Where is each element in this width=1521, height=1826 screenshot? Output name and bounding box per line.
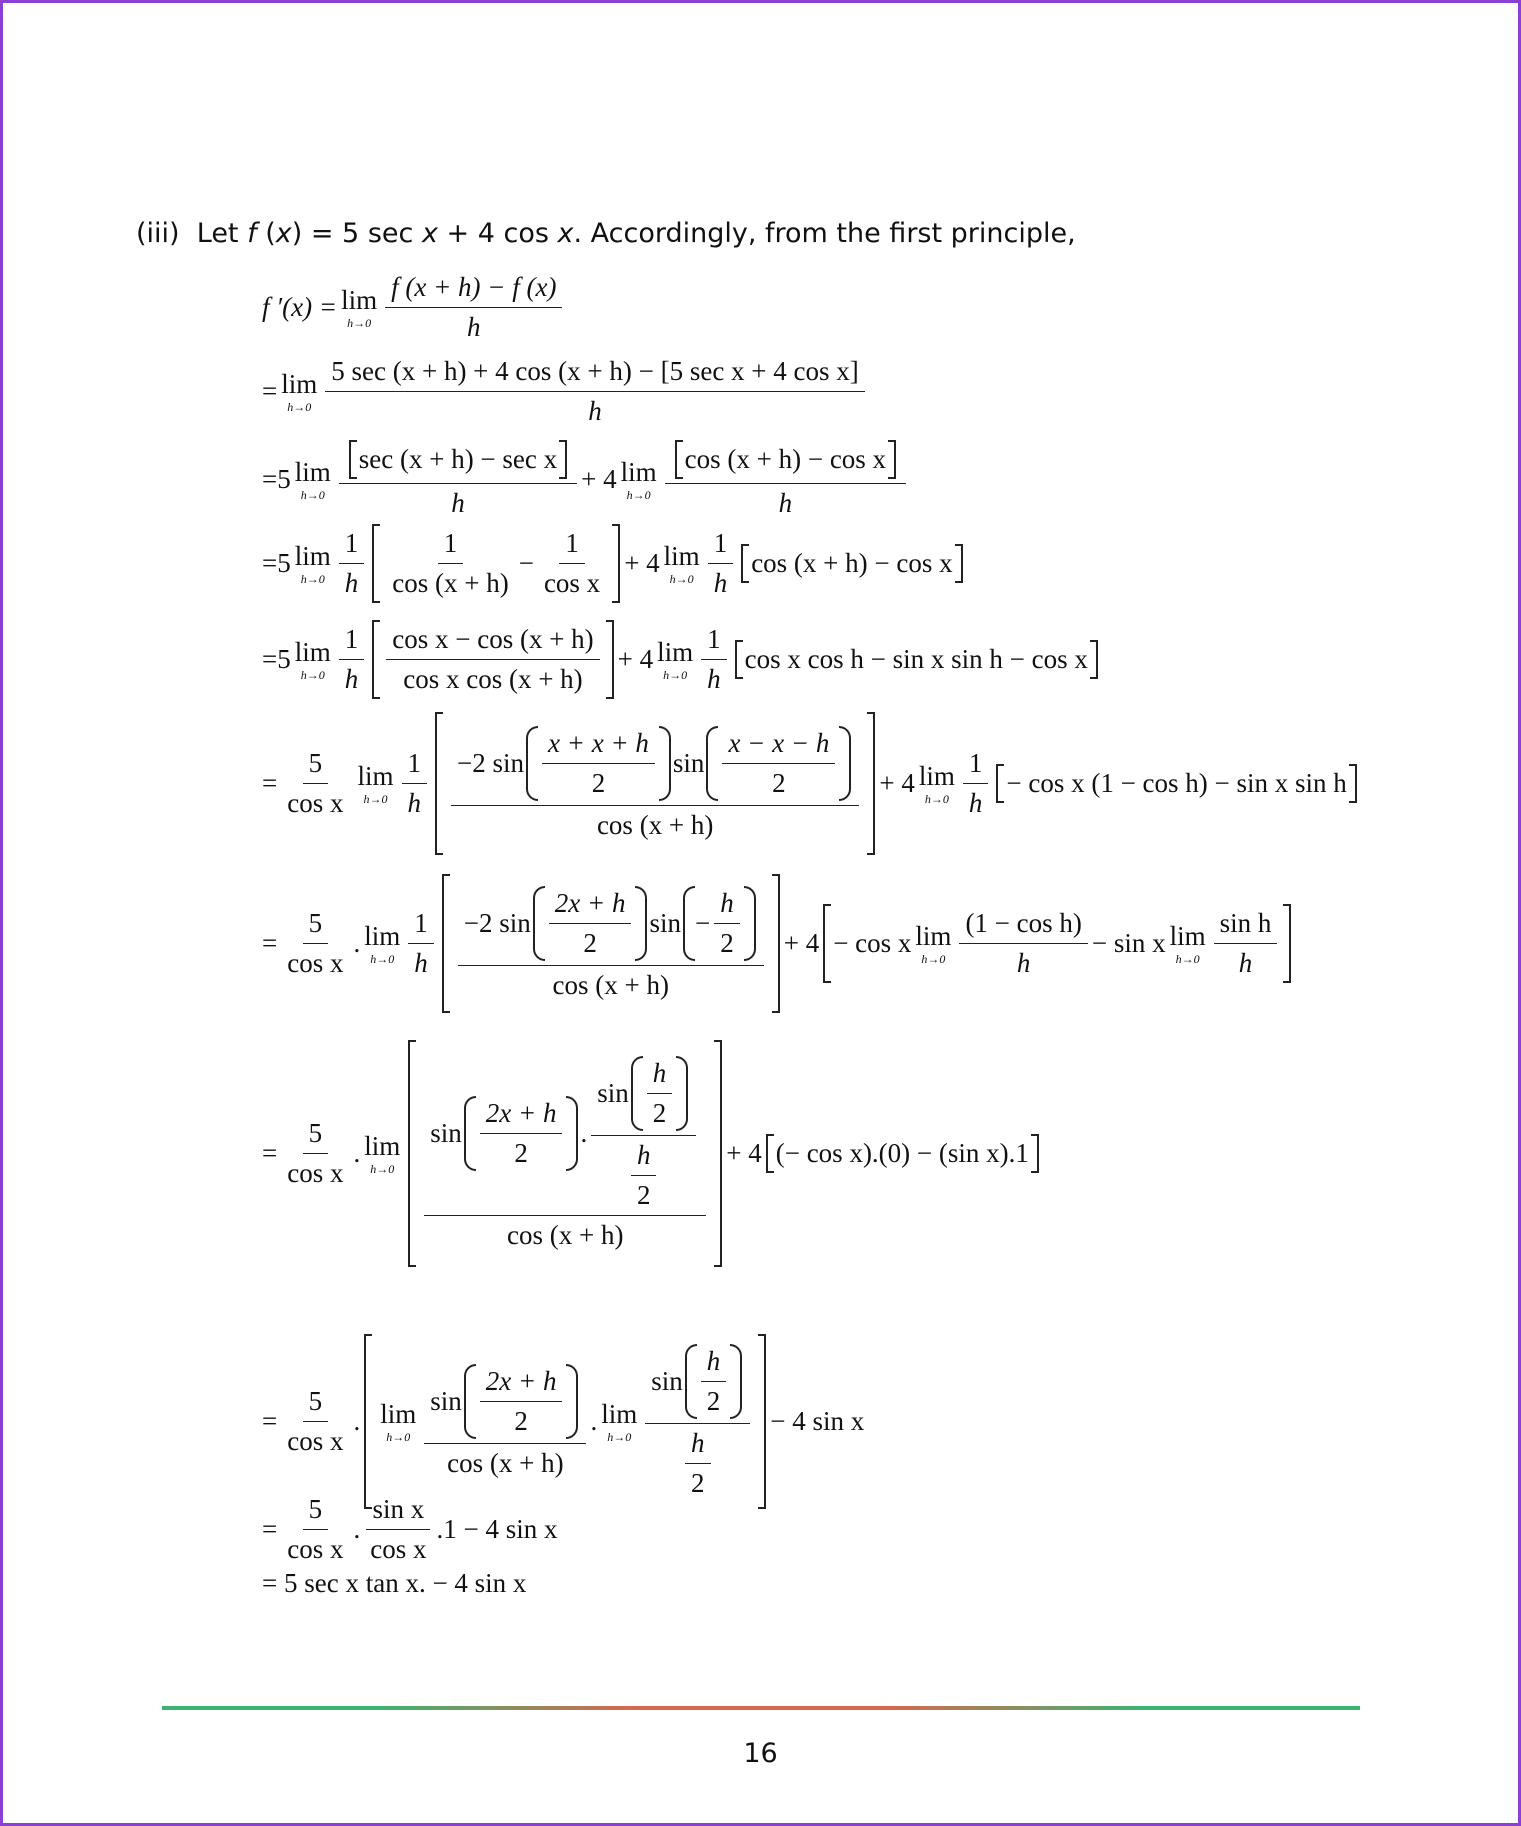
lhs: f ′(x) = [262,292,338,322]
fraction: $\frac{\text{sec (x + h) − sec x}}{h}$ [339,440,577,519]
limit: lim h→0 [281,368,318,414]
equals: = [262,1406,278,1436]
eq-line-1 [262,272,566,343]
eq-line-5 [262,620,1102,699]
plus-four: + 4 [581,464,617,494]
heading-text: + 4 cos [437,218,558,249]
limit: lim h→0 [294,456,331,502]
fraction: $\frac{5}{\text{cos x}}$ [287,1494,344,1564]
coef: 5 [277,548,291,578]
equals: = [262,464,278,494]
heading-text: Let [196,218,248,249]
heading-x: x [275,218,292,249]
limit: lim h→0 [294,636,331,682]
eq-line-9: = $\frac{5}{\text{cos x}}$ . lim h→0 sin $\frac{2x + h}{2}$ cos (x + h) . lim h→0 sin $\frac{h}{2}$ $\frac{h}{2}$ − 4 sin x [262,1334,864,1509]
fraction: $\frac{5}{\text{cos x}}$ [287,908,344,978]
eq-line-6 [262,712,1361,855]
limit: lim h→0 [341,284,378,330]
coef: 5 [277,464,291,494]
tail-term: .1 − 4 sin x [436,1514,558,1544]
fraction: $\frac{\text{sin x}}{\text{cos x}}$ [364,1494,432,1565]
fraction: $\frac{5}{\text{cos x}}$ [287,1386,344,1456]
footer-divider [162,1706,1360,1710]
bracket-group: −2 sin $\frac{2x + h}{2}$ sin − $\frac{h}{2}$ cos (x + h) [442,874,780,1013]
eq-line-3 [262,440,910,519]
fraction: $\frac{1}{h}$ [701,624,727,695]
fraction: $\frac{\text{cos (x + h) − cos x}}{h}$ [665,440,906,519]
bracket-group: (− cos x).(0) − (sin x).1 [766,1134,1039,1173]
fraction: $\frac{1}{h}$ [963,748,989,819]
heading-x: x [421,218,438,249]
equals: = [262,644,278,674]
fraction: $\frac{1}{h}$ [402,748,428,819]
bracket-group: $\frac{\text{cos x − cos (x + h)}}{\text{cos x cos (x + h)}}$ [372,620,613,699]
fraction: $\frac{1}{h}$ [339,624,365,695]
eq-line-11 [262,1568,526,1599]
fraction: $\frac{5}{\text{cos x}}$ [287,1118,344,1188]
limit: lim h→0 [357,760,394,806]
page-number: 16 [743,1738,778,1769]
equals: = [262,1138,278,1168]
plus-four: + 4 [726,1138,762,1168]
equals: = [262,548,278,578]
eq-line-8: = $\frac{5}{\text{cos x}}$ . lim h→0 sin $\frac{2x + h}{2}$ . sin $\frac{h}{2}$ $\frac{h}{2}$ cos (x + h) + 4 (− cos x).(0) − (sin x).1 [262,1040,1043,1267]
eq-line-10: = $\frac{5}{\text{cos x}}$ . $\frac{\text{sin x}}{\text{cos x}}$ .1 − 4 sin x [262,1494,558,1564]
eq-line-2 [262,356,869,427]
limit: lim h→0 [294,540,331,586]
heading-x: x [557,218,574,249]
bracket-group: sin $\frac{2x + h}{2}$ . sin $\frac{h}{2}$ $\frac{h}{2}$ cos (x + h) [408,1040,722,1267]
plus-four: + 4 [624,548,660,578]
plus-four: + 4 [879,768,915,798]
eq-line-7: = $\frac{5}{\text{cos x}}$ . lim h→0 $\frac{1}{h}$ −2 sin $\frac{2x + h}{2}$ sin − $\frac{h}{2}$ cos (x + h) + 4 − cos x lim h→0 $\frac{\text{(1 − cos h)}}{h}$ − sin x lim h→0 $\frac{\text{sin h}}{h}$ [262,874,1295,1013]
bracket-group: cos (x + h) − cos x [741,544,962,583]
limit: lim h→0 [364,920,401,966]
problem-number: (iii) [136,218,180,249]
equals: = [262,928,278,958]
tail-term: − 4 sin x [770,1406,865,1436]
bracket-group: − cos x lim h→0 $\frac{\text{(1 − cos h)}}{h}$ − sin x lim h→0 $\frac{\text{sin h}}{h}$ [823,904,1291,983]
equals: = [262,768,278,798]
fraction: $\frac{5}{\text{cos x}}$ [287,748,344,818]
fraction: $\frac{f (x + h) - f (x)}{h}$ [385,272,562,343]
fraction: $\frac{\text{5 sec (x + h) + 4 cos (x + h) − [5 sec x + 4 cos x]}}{h}$ [325,356,865,427]
heading-text: ) = 5 sec [291,218,422,249]
final-result: = 5 sec x tan x. − 4 sin x [262,1568,527,1598]
limit: lim h→0 [364,1130,401,1176]
limit: lim h→0 [918,760,955,806]
limit: lim h→0 [657,636,694,682]
fraction: $\frac{1}{h}$ [708,528,734,599]
problem-heading [136,218,1076,249]
limit: lim h→0 [663,540,700,586]
fraction: $\frac{1}{h}$ [339,528,365,599]
heading-text: . Accordingly, from the first principle, [573,218,1076,249]
heading-f: f [247,218,257,249]
equals: = [262,376,278,406]
equals: = [262,1514,278,1544]
bracket-group: − cos x (1 − cos h) − sin x sin h [996,764,1356,803]
bracket-group: −2 sin $\frac{x + x + h}{2}$ sin $\frac{x - x - h}{2}$ cos (x + h) [435,712,875,855]
limit: lim h→0 [620,456,657,502]
bracket-group: lim h→0 sin $\frac{2x + h}{2}$ cos (x + h) . lim h→0 sin $\frac{h}{2}$ $\frac{h}{2}$ [364,1334,766,1509]
eq-line-4 [262,524,967,603]
coef: 5 [277,644,291,674]
heading-text: ( [256,218,276,249]
plus-four: + 4 [783,928,820,958]
bracket-group: $\frac{1}{\cos (x + h)}$ − $\frac{1}{\text{cos x}}$ [372,524,620,603]
plus-four: + 4 [617,644,654,674]
bracket-group: cos x cos h − sin x sin h − cos x [735,640,1098,679]
fraction: $\frac{1}{h}$ [408,908,434,979]
